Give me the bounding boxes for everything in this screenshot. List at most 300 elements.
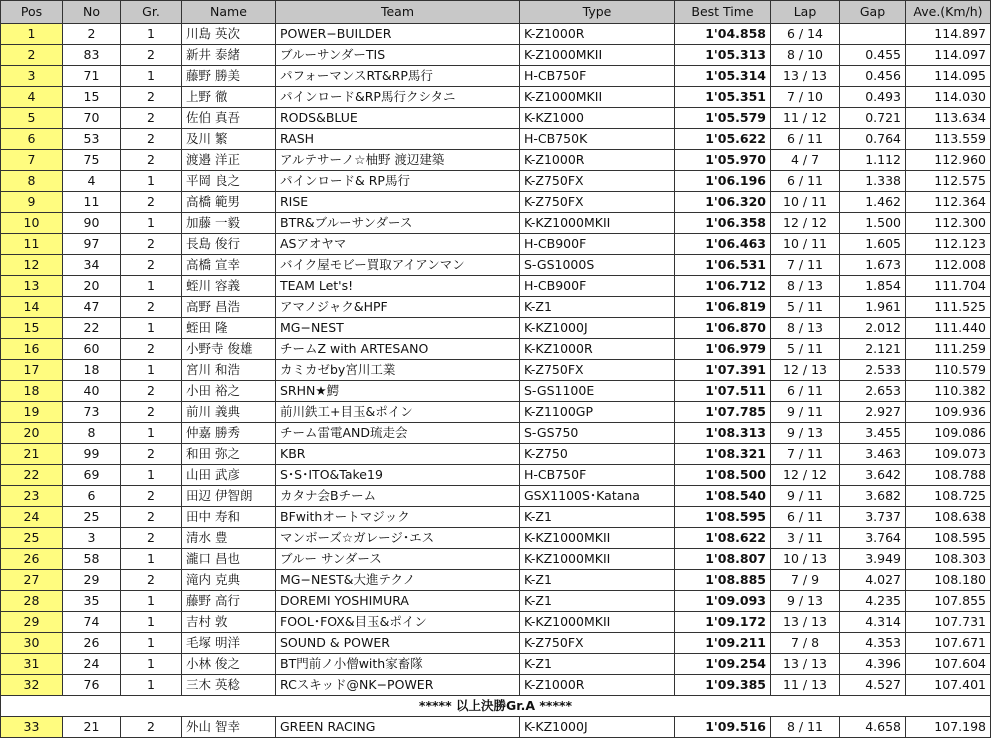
cell-avg-speed: 111.440 <box>906 318 991 339</box>
cell-gap: 4.353 <box>840 633 906 654</box>
cell-no: 24 <box>63 654 121 675</box>
cell-name: 三木 英稔 <box>182 675 276 696</box>
cell-best-time: 1'09.516 <box>675 717 771 738</box>
cell-team: マンボーズ☆ガレージ･エス <box>276 528 520 549</box>
header-pos: Pos <box>1 1 63 24</box>
cell-name: 佐伯 真吾 <box>182 108 276 129</box>
header-name: Name <box>182 1 276 24</box>
cell-avg-speed: 113.634 <box>906 108 991 129</box>
cell-gap: 2.927 <box>840 402 906 423</box>
cell-type: K-Z750FX <box>520 171 675 192</box>
cell-type: K-Z750FX <box>520 192 675 213</box>
cell-group: 2 <box>121 87 182 108</box>
cell-lap: 10 / 11 <box>771 234 840 255</box>
cell-gap: 4.235 <box>840 591 906 612</box>
cell-best-time: 1'05.313 <box>675 45 771 66</box>
cell-lap: 5 / 11 <box>771 339 840 360</box>
cell-lap: 8 / 11 <box>771 717 840 738</box>
cell-type: K-Z1 <box>520 570 675 591</box>
cell-no: 25 <box>63 507 121 528</box>
header-team: Team <box>276 1 520 24</box>
cell-pos: 26 <box>1 549 63 570</box>
cell-no: 47 <box>63 297 121 318</box>
table-row <box>1 360 991 381</box>
cell-pos: 17 <box>1 360 63 381</box>
cell-gap <box>840 24 906 45</box>
cell-name: 高橋 宣幸 <box>182 255 276 276</box>
cell-avg-speed: 112.300 <box>906 213 991 234</box>
cell-team: チームZ with ARTESANO <box>276 339 520 360</box>
cell-avg-speed: 113.559 <box>906 129 991 150</box>
cell-no: 35 <box>63 591 121 612</box>
cell-best-time: 1'09.211 <box>675 633 771 654</box>
cell-pos: 10 <box>1 213 63 234</box>
cell-lap: 7 / 10 <box>771 87 840 108</box>
cell-type: H-CB900F <box>520 276 675 297</box>
cell-avg-speed: 108.180 <box>906 570 991 591</box>
cell-group: 1 <box>121 171 182 192</box>
cell-best-time: 1'05.622 <box>675 129 771 150</box>
table-row <box>1 570 991 591</box>
cell-avg-speed: 108.595 <box>906 528 991 549</box>
cell-type: K-Z1100GP <box>520 402 675 423</box>
cell-lap: 6 / 11 <box>771 171 840 192</box>
cell-team: チーム雷電AND琉走会 <box>276 423 520 444</box>
cell-avg-speed: 109.086 <box>906 423 991 444</box>
cell-best-time: 1'07.785 <box>675 402 771 423</box>
cell-team: KBR <box>276 444 520 465</box>
cell-team: GREEN RACING <box>276 717 520 738</box>
cell-group: 2 <box>121 255 182 276</box>
cell-avg-speed: 114.030 <box>906 87 991 108</box>
table-row <box>1 549 991 570</box>
cell-lap: 8 / 13 <box>771 318 840 339</box>
cell-gap: 3.455 <box>840 423 906 444</box>
cell-gap: 3.642 <box>840 465 906 486</box>
cell-gap: 0.721 <box>840 108 906 129</box>
cell-lap: 3 / 11 <box>771 528 840 549</box>
cell-gap: 2.012 <box>840 318 906 339</box>
cell-team: ブルーサンダーTIS <box>276 45 520 66</box>
header-row <box>1 1 991 24</box>
cell-group: 2 <box>121 129 182 150</box>
cell-no: 15 <box>63 87 121 108</box>
cell-gap: 0.764 <box>840 129 906 150</box>
cell-team: パフォーマンスRT&RP馬行 <box>276 66 520 87</box>
cell-type: K-KZ1000MKII <box>520 612 675 633</box>
cell-best-time: 1'05.579 <box>675 108 771 129</box>
cell-pos: 14 <box>1 297 63 318</box>
cell-lap: 12 / 12 <box>771 213 840 234</box>
cell-type: K-KZ1000MKII <box>520 213 675 234</box>
cell-no: 70 <box>63 108 121 129</box>
cell-type: H-CB750F <box>520 66 675 87</box>
cell-group: 2 <box>121 402 182 423</box>
cell-team: BT門前ノ小僧with家畜隊 <box>276 654 520 675</box>
table-row <box>1 423 991 444</box>
cell-name: 田辺 伊智朗 <box>182 486 276 507</box>
cell-no: 69 <box>63 465 121 486</box>
cell-best-time: 1'08.540 <box>675 486 771 507</box>
cell-group: 1 <box>121 612 182 633</box>
cell-best-time: 1'07.391 <box>675 360 771 381</box>
cell-name: 山田 武彦 <box>182 465 276 486</box>
cell-lap: 4 / 7 <box>771 150 840 171</box>
header-best-time: Best Time <box>675 1 771 24</box>
cell-type: K-KZ1000 <box>520 108 675 129</box>
cell-name: 上野 徹 <box>182 87 276 108</box>
cell-avg-speed: 112.960 <box>906 150 991 171</box>
cell-team: RISE <box>276 192 520 213</box>
cell-no: 53 <box>63 129 121 150</box>
cell-name: 小田 裕之 <box>182 381 276 402</box>
cell-team: RASH <box>276 129 520 150</box>
cell-best-time: 1'06.358 <box>675 213 771 234</box>
cell-gap: 0.456 <box>840 66 906 87</box>
cell-avg-speed: 111.259 <box>906 339 991 360</box>
cell-avg-speed: 112.575 <box>906 171 991 192</box>
cell-type: K-Z1 <box>520 297 675 318</box>
cell-avg-speed: 107.198 <box>906 717 991 738</box>
cell-lap: 7 / 9 <box>771 570 840 591</box>
cell-team: SOUND & POWER <box>276 633 520 654</box>
cell-group: 1 <box>121 213 182 234</box>
cell-gap: 0.455 <box>840 45 906 66</box>
cell-avg-speed: 108.638 <box>906 507 991 528</box>
cell-pos: 13 <box>1 276 63 297</box>
table-row <box>1 213 991 234</box>
table-row <box>1 297 991 318</box>
cell-best-time: 1'09.172 <box>675 612 771 633</box>
cell-pos: 5 <box>1 108 63 129</box>
cell-best-time: 1'08.313 <box>675 423 771 444</box>
cell-no: 97 <box>63 234 121 255</box>
cell-lap: 7 / 8 <box>771 633 840 654</box>
table-row <box>1 129 991 150</box>
table-row <box>1 171 991 192</box>
table-row <box>1 255 991 276</box>
cell-name: 藤野 勝美 <box>182 66 276 87</box>
cell-pos: 12 <box>1 255 63 276</box>
cell-pos: 21 <box>1 444 63 465</box>
cell-group: 1 <box>121 360 182 381</box>
cell-lap: 9 / 13 <box>771 591 840 612</box>
cell-team: S･S･ITO&Take19 <box>276 465 520 486</box>
cell-pos: 7 <box>1 150 63 171</box>
cell-avg-speed: 114.097 <box>906 45 991 66</box>
cell-name: 長島 俊行 <box>182 234 276 255</box>
cell-type: K-Z1000R <box>520 150 675 171</box>
cell-name: 蛭田 隆 <box>182 318 276 339</box>
cell-name: 小林 俊之 <box>182 654 276 675</box>
cell-gap: 2.121 <box>840 339 906 360</box>
table-row <box>1 675 991 696</box>
cell-name: 平岡 良之 <box>182 171 276 192</box>
cell-team: BFwithオートマジック <box>276 507 520 528</box>
cell-no: 76 <box>63 675 121 696</box>
cell-type: K-KZ1000R <box>520 339 675 360</box>
cell-pos: 3 <box>1 66 63 87</box>
cell-type: K-Z1 <box>520 507 675 528</box>
cell-type: K-KZ1000MKII <box>520 549 675 570</box>
cell-avg-speed: 112.364 <box>906 192 991 213</box>
cell-team: 前川鉄工+目玉&ポイン <box>276 402 520 423</box>
cell-type: K-Z1 <box>520 591 675 612</box>
table-row <box>1 528 991 549</box>
cell-group: 1 <box>121 24 182 45</box>
cell-best-time: 1'08.807 <box>675 549 771 570</box>
cell-team: ASアオヤマ <box>276 234 520 255</box>
table-row <box>1 150 991 171</box>
cell-no: 74 <box>63 612 121 633</box>
cell-type: H-CB900F <box>520 234 675 255</box>
cell-team: カタナ会Bチーム <box>276 486 520 507</box>
cell-no: 22 <box>63 318 121 339</box>
cell-avg-speed: 112.008 <box>906 255 991 276</box>
cell-gap: 1.338 <box>840 171 906 192</box>
cell-gap: 2.533 <box>840 360 906 381</box>
cell-best-time: 1'06.531 <box>675 255 771 276</box>
cell-name: 毛塚 明洋 <box>182 633 276 654</box>
cell-no: 8 <box>63 423 121 444</box>
cell-lap: 9 / 11 <box>771 486 840 507</box>
cell-gap: 3.682 <box>840 486 906 507</box>
cell-lap: 7 / 11 <box>771 255 840 276</box>
cell-team: MG−NEST <box>276 318 520 339</box>
cell-best-time: 1'09.093 <box>675 591 771 612</box>
cell-type: K-Z750FX <box>520 360 675 381</box>
cell-gap: 4.396 <box>840 654 906 675</box>
cell-avg-speed: 107.671 <box>906 633 991 654</box>
cell-lap: 8 / 13 <box>771 276 840 297</box>
cell-no: 29 <box>63 570 121 591</box>
cell-lap: 12 / 13 <box>771 360 840 381</box>
cell-team: TEAM Let's! <box>276 276 520 297</box>
qualification-cutoff-note: ***** 以上決勝Gr.A ***** <box>1 696 991 717</box>
table-row <box>1 192 991 213</box>
cell-avg-speed: 108.725 <box>906 486 991 507</box>
cell-name: 滝内 克典 <box>182 570 276 591</box>
cell-pos: 31 <box>1 654 63 675</box>
cell-no: 4 <box>63 171 121 192</box>
cell-group: 2 <box>121 507 182 528</box>
cell-best-time: 1'06.712 <box>675 276 771 297</box>
cell-group: 2 <box>121 150 182 171</box>
cell-best-time: 1'08.885 <box>675 570 771 591</box>
table-row <box>1 66 991 87</box>
cell-lap: 6 / 11 <box>771 507 840 528</box>
cell-pos: 2 <box>1 45 63 66</box>
table-row <box>1 234 991 255</box>
cell-type: GSX1100S･Katana <box>520 486 675 507</box>
cell-lap: 8 / 10 <box>771 45 840 66</box>
cell-team: アマノジャク&HPF <box>276 297 520 318</box>
cell-gap: 3.463 <box>840 444 906 465</box>
cell-best-time: 1'06.979 <box>675 339 771 360</box>
cell-avg-speed: 110.382 <box>906 381 991 402</box>
cell-pos: 23 <box>1 486 63 507</box>
table-row <box>1 45 991 66</box>
cell-group: 1 <box>121 549 182 570</box>
cell-group: 1 <box>121 318 182 339</box>
cell-no: 75 <box>63 150 121 171</box>
cell-team: MG−NEST&大進テクノ <box>276 570 520 591</box>
cell-best-time: 1'09.385 <box>675 675 771 696</box>
cell-group: 2 <box>121 486 182 507</box>
cell-pos: 29 <box>1 612 63 633</box>
cell-pos: 1 <box>1 24 63 45</box>
cell-pos: 33 <box>1 717 63 738</box>
cell-group: 2 <box>121 381 182 402</box>
header-no: No <box>63 1 121 24</box>
cell-best-time: 1'05.970 <box>675 150 771 171</box>
cell-group: 2 <box>121 192 182 213</box>
cell-avg-speed: 108.788 <box>906 465 991 486</box>
separator-row <box>1 696 991 717</box>
cell-best-time: 1'08.595 <box>675 507 771 528</box>
cell-avg-speed: 107.401 <box>906 675 991 696</box>
cell-avg-speed: 109.073 <box>906 444 991 465</box>
cell-type: K-Z750 <box>520 444 675 465</box>
cell-avg-speed: 114.897 <box>906 24 991 45</box>
cell-best-time: 1'04.858 <box>675 24 771 45</box>
cell-type: K-KZ1000J <box>520 717 675 738</box>
cell-no: 11 <box>63 192 121 213</box>
cell-team: FOOL･FOX&目玉&ポイン <box>276 612 520 633</box>
cell-gap: 2.653 <box>840 381 906 402</box>
cell-name: 川島 英次 <box>182 24 276 45</box>
cell-group: 2 <box>121 570 182 591</box>
cell-team: DOREMI YOSHIMURA <box>276 591 520 612</box>
header-group: Gr. <box>121 1 182 24</box>
cell-pos: 27 <box>1 570 63 591</box>
cell-group: 1 <box>121 66 182 87</box>
cell-no: 3 <box>63 528 121 549</box>
cell-no: 26 <box>63 633 121 654</box>
cell-pos: 15 <box>1 318 63 339</box>
cell-gap: 4.027 <box>840 570 906 591</box>
cell-type: K-KZ1000J <box>520 318 675 339</box>
cell-best-time: 1'06.870 <box>675 318 771 339</box>
cell-lap: 11 / 13 <box>771 675 840 696</box>
cell-gap: 1.673 <box>840 255 906 276</box>
cell-best-time: 1'08.500 <box>675 465 771 486</box>
cell-pos: 16 <box>1 339 63 360</box>
cell-best-time: 1'06.320 <box>675 192 771 213</box>
cell-gap: 4.658 <box>840 717 906 738</box>
cell-no: 71 <box>63 66 121 87</box>
table-row <box>1 276 991 297</box>
cell-name: 田中 寿和 <box>182 507 276 528</box>
cell-group: 2 <box>121 297 182 318</box>
header-avg-speed: Ave.(Km/h) <box>906 1 991 24</box>
cell-team: カミカゼby宮川工業 <box>276 360 520 381</box>
cell-avg-speed: 110.579 <box>906 360 991 381</box>
cell-group: 1 <box>121 675 182 696</box>
cell-pos: 6 <box>1 129 63 150</box>
cell-pos: 30 <box>1 633 63 654</box>
cell-gap: 3.737 <box>840 507 906 528</box>
cell-group: 1 <box>121 654 182 675</box>
cell-name: 藤野 高行 <box>182 591 276 612</box>
cell-gap: 1.500 <box>840 213 906 234</box>
cell-best-time: 1'07.511 <box>675 381 771 402</box>
cell-gap: 3.764 <box>840 528 906 549</box>
cell-lap: 13 / 13 <box>771 612 840 633</box>
cell-lap: 5 / 11 <box>771 297 840 318</box>
cell-type: K-Z1000R <box>520 24 675 45</box>
cell-name: 蛭川 容義 <box>182 276 276 297</box>
cell-lap: 7 / 11 <box>771 444 840 465</box>
table-row <box>1 507 991 528</box>
cell-no: 34 <box>63 255 121 276</box>
cell-no: 90 <box>63 213 121 234</box>
cell-pos: 20 <box>1 423 63 444</box>
cell-no: 20 <box>63 276 121 297</box>
cell-team: ブルー サンダース <box>276 549 520 570</box>
cell-type: K-Z1000R <box>520 675 675 696</box>
cell-type: K-Z750FX <box>520 633 675 654</box>
cell-name: 渡邉 洋正 <box>182 150 276 171</box>
cell-name: 仲嘉 勝秀 <box>182 423 276 444</box>
cell-gap: 1.961 <box>840 297 906 318</box>
cell-gap: 4.314 <box>840 612 906 633</box>
table-row <box>1 108 991 129</box>
cell-no: 2 <box>63 24 121 45</box>
cell-best-time: 1'06.196 <box>675 171 771 192</box>
cell-best-time: 1'09.254 <box>675 654 771 675</box>
cell-type: K-KZ1000MKII <box>520 528 675 549</box>
cell-lap: 6 / 11 <box>771 381 840 402</box>
table-row <box>1 486 991 507</box>
cell-pos: 28 <box>1 591 63 612</box>
cell-gap: 1.462 <box>840 192 906 213</box>
table-row <box>1 717 991 738</box>
cell-name: 外山 智幸 <box>182 717 276 738</box>
cell-type: K-Z1000MKII <box>520 45 675 66</box>
cell-no: 99 <box>63 444 121 465</box>
cell-avg-speed: 114.095 <box>906 66 991 87</box>
cell-type: H-CB750F <box>520 465 675 486</box>
cell-no: 83 <box>63 45 121 66</box>
cell-name: 清水 豊 <box>182 528 276 549</box>
cell-type: S-GS750 <box>520 423 675 444</box>
cell-group: 1 <box>121 423 182 444</box>
cell-group: 2 <box>121 717 182 738</box>
cell-pos: 9 <box>1 192 63 213</box>
cell-team: RCスキッド@NK−POWER <box>276 675 520 696</box>
cell-no: 40 <box>63 381 121 402</box>
cell-gap: 1.112 <box>840 150 906 171</box>
cell-lap: 10 / 11 <box>771 192 840 213</box>
header-gap: Gap <box>840 1 906 24</box>
cell-avg-speed: 107.604 <box>906 654 991 675</box>
cell-name: 新井 泰緒 <box>182 45 276 66</box>
cell-no: 6 <box>63 486 121 507</box>
cell-avg-speed: 107.855 <box>906 591 991 612</box>
table-row <box>1 633 991 654</box>
header-type: Type <box>520 1 675 24</box>
cell-pos: 19 <box>1 402 63 423</box>
cell-avg-speed: 111.525 <box>906 297 991 318</box>
cell-group: 1 <box>121 276 182 297</box>
cell-best-time: 1'06.463 <box>675 234 771 255</box>
cell-lap: 6 / 14 <box>771 24 840 45</box>
cell-no: 60 <box>63 339 121 360</box>
cell-avg-speed: 109.936 <box>906 402 991 423</box>
cell-group: 1 <box>121 591 182 612</box>
cell-group: 1 <box>121 465 182 486</box>
